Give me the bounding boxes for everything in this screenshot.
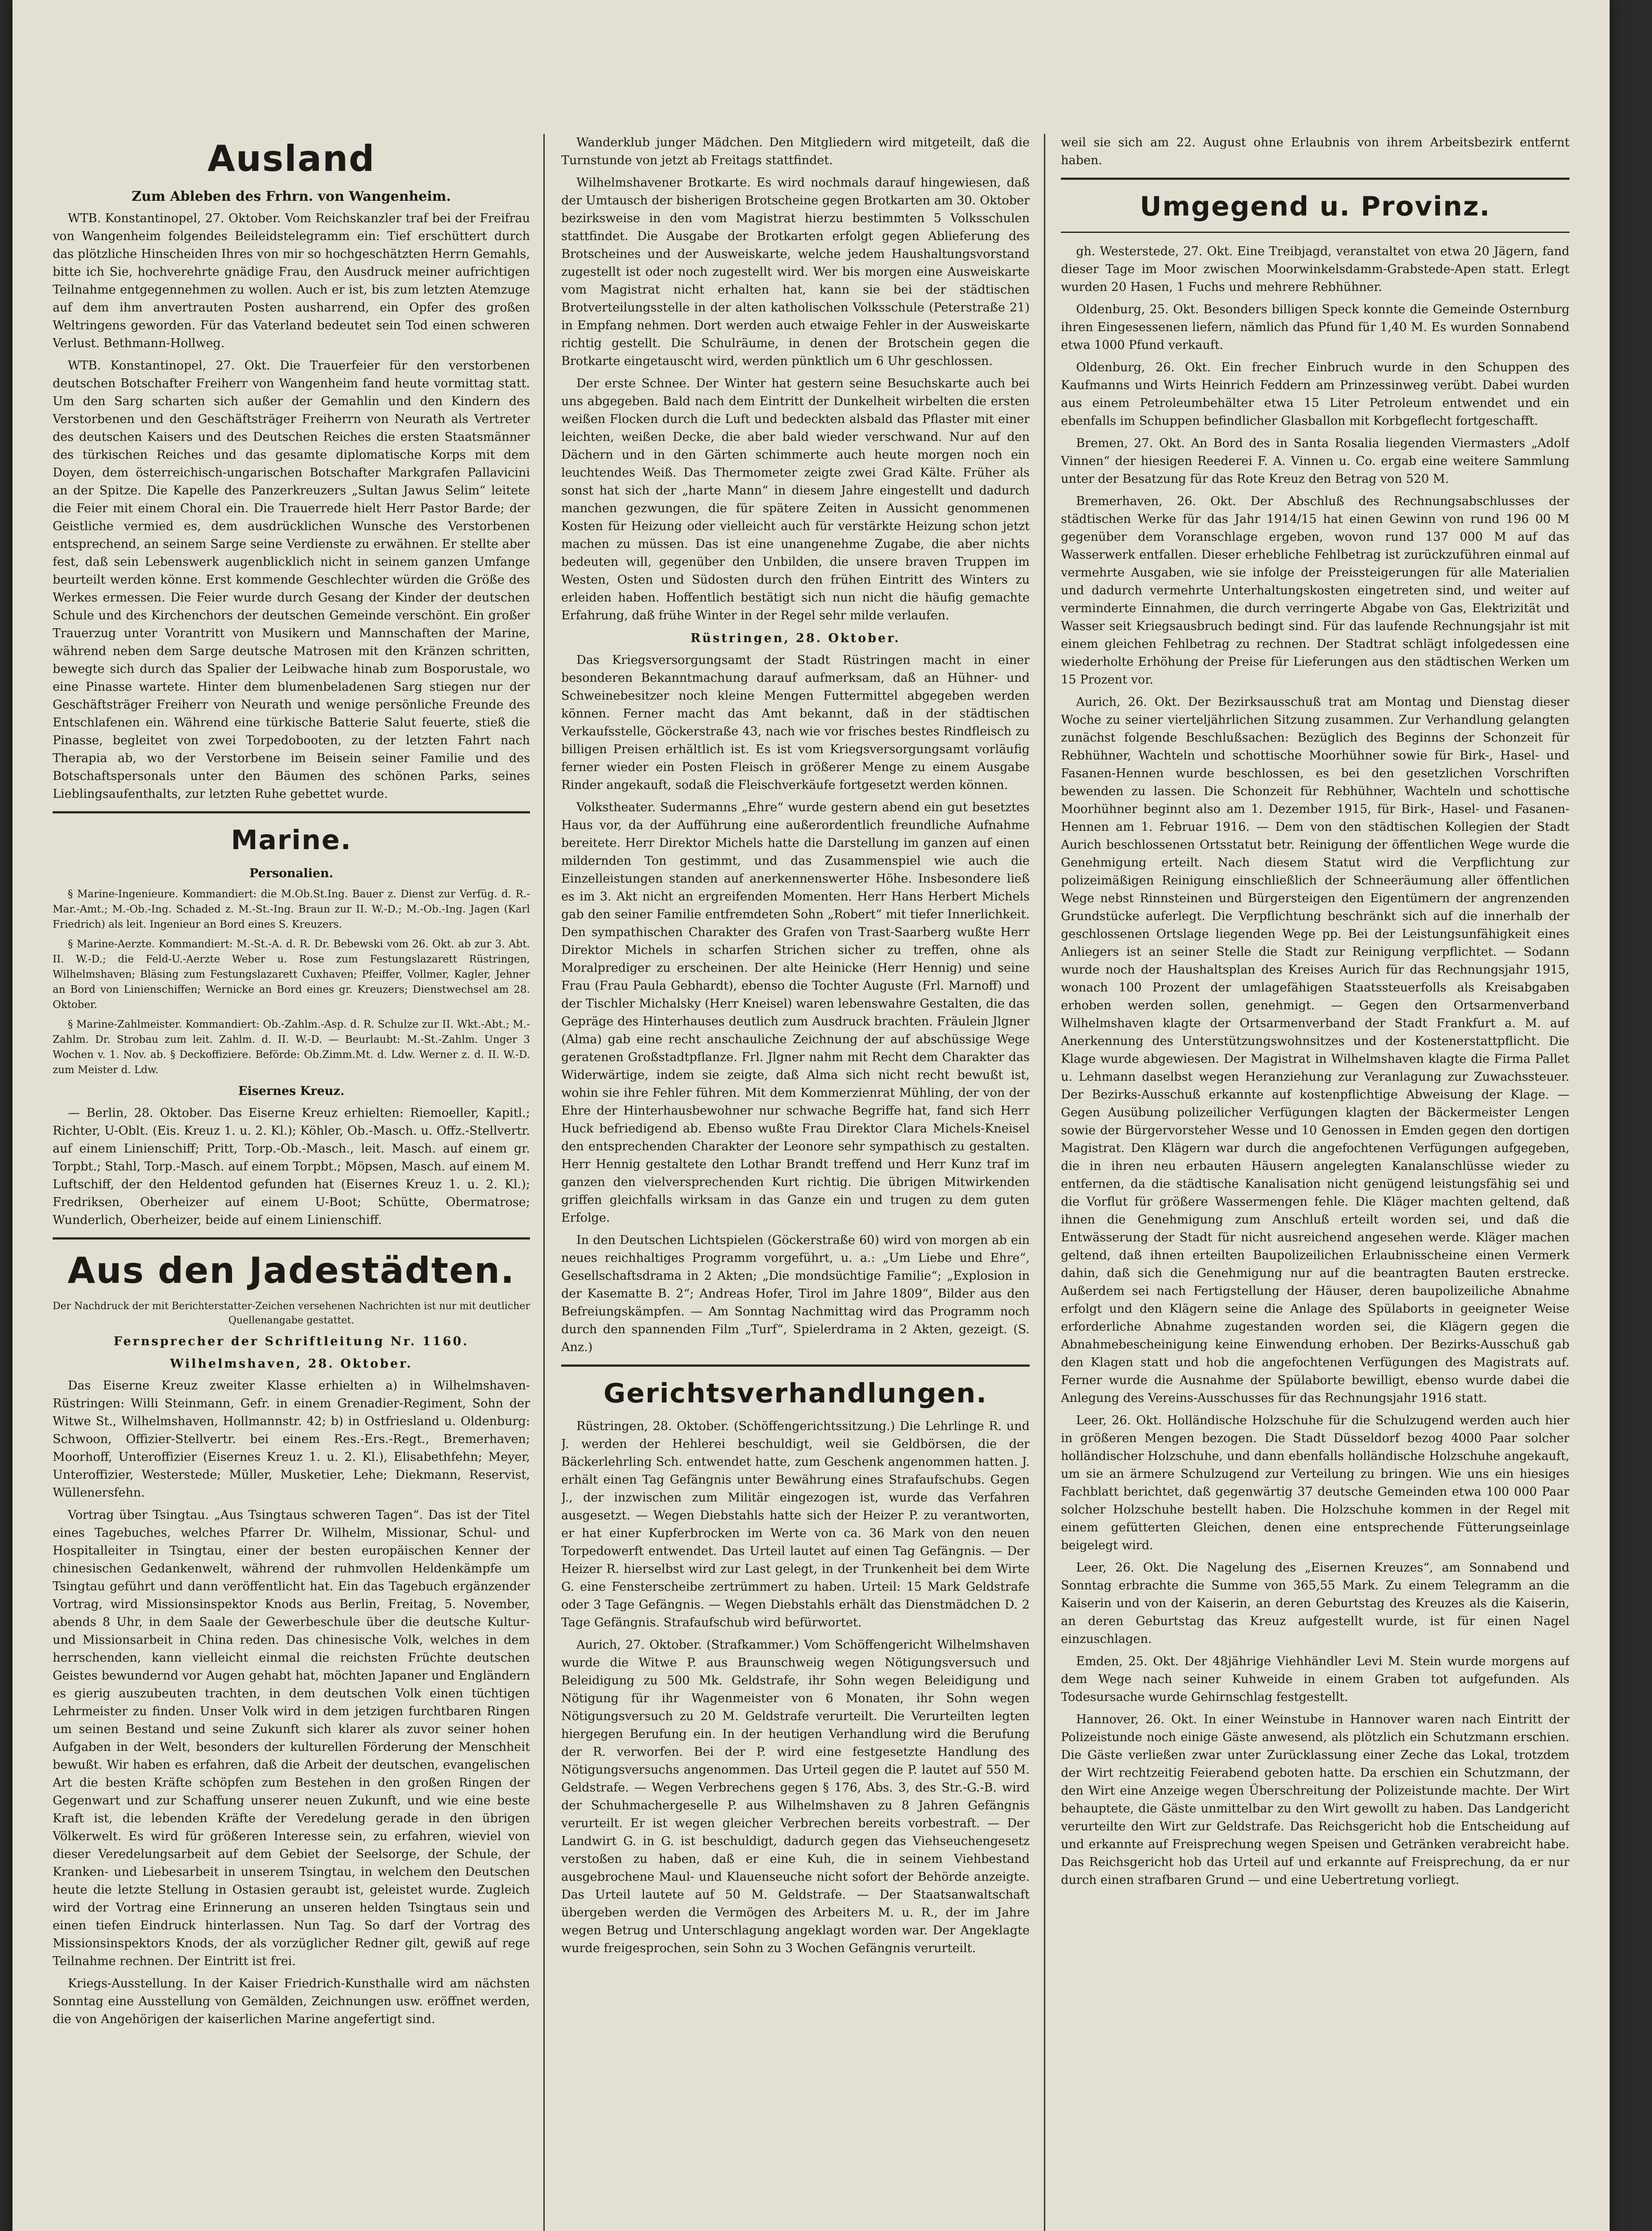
column-3 xyxy=(1061,134,1569,2231)
dateline: Rüstringen, 28. Oktober. xyxy=(690,631,901,645)
section-title-ausland: Ausland xyxy=(207,138,376,179)
article-paragraph: Das Eiserne Kreuz zweiter Klasse erhielten a) in Wilhelmshaven-Rüstringen: Willi Steinmann, Gefr. in einem Grenadier-Regiment, Sohn der Witwe St., Wilhelmshaven, Hollmannstr. 42; b) in Ostfriesland u. Oldenburg: Schwoon, Offizier-Stellvertr. bei einem Res.-Ers.-Regt., Bremerhaven; Moorhoff, Unteroffizier (Eisernes Kreuz 1. u. 2. Kl.), Elisabethfehn; Meyer, Unteroffizier, Westerstede; Müller, Musketier, Lehe; Diekmann, Reservist, Wüllenersfehn. xyxy=(53,1379,530,1500)
article-paragraph: weil sie sich am 22. August ohne Erlaubnis von ihrem Arbeitsbezirk entfernt haben. xyxy=(1061,136,1569,167)
article-paragraph: Kriegs-Ausstellung. In der Kaiser Friedrich-Kunsthalle wird am nächsten Sonntag eine Ausstellung von Gemälden, Zeichnungen usw. eröffnet werden, die von Angehörigen der kaiserlichen Marine angefertigt sind. xyxy=(53,1977,530,2026)
article-paragraph: Bremen, 27. Okt. An Bord des in Santa Rosalia liegenden Viermasters „Adolf Vinnen“ der hiesigen Reederei F. A. Vinnen u. Co. ergab eine weitere Sammlung unter der Besatzung für das Rote Kreuz den Betrag von 520 M. xyxy=(1061,436,1569,486)
article-paragraph: Emden, 25. Okt. Der 48jährige Viehhändler Levi M. Stein wurde morgens auf dem Wege nach seiner Kuhweide in einem Graben tot aufgefunden. Als Todesursache wurde Gehirnschlag festgestellt. xyxy=(1061,1655,1569,1704)
article-paragraph: § Marine-Ingenieure. Kommandiert: die M.Ob.St.Ing. Bauer z. Dienst zur Verfüg. d. R.-Mar.-Amt.; M.-Ob.-Ing. Schaded z. M.-St.-Ing. Braun zur II. W.-D.; M.-Ob.-Ing. Jagen (Karl Friedrich) als leit. Ingenieur an Bord eines S. Kreuzers. xyxy=(53,888,530,930)
column-rule xyxy=(543,134,545,2231)
section-title-umgegend: Umgegend u. Provinz. xyxy=(1139,191,1491,222)
article-paragraph: Bremerhaven, 26. Okt. Der Abschluß des Rechnungsabschlusses der städtischen Werke für das Jahr 1914/15 hat einen Gewinn von rund 196 00 M gegenüber dem Voranschlage ergeben, wovon rund 137 000 M auf das Wasserwerk entfallen. Dieser erhebliche Fehlbetrag ist zurückzuführen einmal auf vermehrte Ausgaben, wie sie infolge der Preissteigerungen für alle Materialien und dadurch vermehrte Unterhaltungskosten eingetreten sind, und weiter auf verminderte Einnahmen, die durch verringerte Abgabe von Gas, Elektrizität und Wasser seit Kriegsausbruch bedingt sind. Für das laufende Rechnungsjahr ist mit einem gleichen Fehlbetrag zu rechnen. Der Stadtrat schlägt infolgedessen eine wiederholte Erhöhung der Preise für Lieferungen aus den städtischen Werken um 15 Prozent vor. xyxy=(1061,494,1569,687)
reprint-notice: Der Nachdruck der mit Berichterstatter-Zeichen versehenen Nachrichten ist nur mit deutlicher Quellenangabe gestattet. xyxy=(53,1301,530,1326)
article-paragraph: WTB. Konstantinopel, 27. Oktober. Vom Reichskanzler traf bei der Freifrau von Wangenheim folgendes Beileidstelegramm ein: Tief erschüttert durch das plötzliche Hinscheiden Ihres von mir so hochgeschätzten Herrn Gemahls, bitte ich Sie, hochverehrte gnädige Frau, den Ausdruck meiner aufrichtigen Teilnahme entgegennehmen zu wollen. Auch er ist, bis zum letzten Atemzuge auf dem ihm anvertrauten Posten ausharrend, ein Opfer des großen Weltringens geworden. Für das Vaterland bedeutet sein Tod einen schweren Verlust. Bethmann-Hollweg. xyxy=(53,211,530,350)
section-divider xyxy=(53,1237,530,1240)
article-paragraph: Das Kriegsversorgungsamt der Stadt Rüstringen macht in einer besonderen Bekanntmachung darauf aufmerksam, daß an Hühner- und Schweinebesitzer noch kleine Mengen Futtermittel abgegeben werden können. Ferner macht das Amt bekannt, daß in der städtischen Verkaufsstelle, Göckerstraße 43, nach wie vor frisches bestes Rindfleisch zu billigen Preisen erhältlich ist. Es ist vom Kriegsversorgungsamt vorläufig ferner wieder ein Posten Fleisch in größerer Menge zu einem Ausgabe Rinder angekauft, sodaß die Fleischverkäufe fortgesetzt werden können. xyxy=(561,653,1030,792)
article-paragraph: Volkstheater. Sudermanns „Ehre“ wurde gestern abend ein gut besetztes Haus vor, da der Aufführung eine außerordentlich freundliche Aufnahme bereitete. Herr Direktor Michels hatte die Darstellung im ganzen auf einen mildernden Ton gestimmt, und das Zusammenspiel wie auch die Einzelleistungen standen auf anerkennenswerter Höhe. Insbesondere ließ es im 3. Akt nicht an ergreifenden Momenten. Herr Hans Herbert Michels gab den seiner Familie entfremdeten Sohn „Robert“ mit tiefer Innerlichkeit. Den sympathischen Charakter des Grafen von Trast-Saarberg wußte Herr Direktor Michels in scharfen Strichen sicher zu treffen, ohne als Moralprediger zu erscheinen. Der alte Heinicke (Herr Hennig) und seine Frau (Frau Paula Gebhardt), ebenso die Tochter Auguste (Frl. Marnoff) und der Tischler Michalsky (Herr Kneisel) waren lebenswahre Gestalten, die das Gepräge des Hinterhauses deutlich zum Ausdruck brachten. Fräulein Jlgner (Alma) gab eine recht anschauliche Zeichnung der auf abschüssige Wege geratenen Großstadtpflanze. Frl. Jlgner nahm mit Recht dem Charakter das Widerwärtige, indem sie zeigte, daß Alma sich nicht recht bewußt ist, wohin sie ihre Fehler führen. Mit dem Kommerzienrat Mühling, der von der Ehre der Hinterhausbewohner nur schwache Begriffe hat, fand sich Herr Huck befriedigend ab. Ebenso wußte Frau Direktor Clara Michels-Kneisel den entsprechenden Charakter der Leonore sehr sympathisch zu gestalten. Herr Hennig gestaltete den Lothar Brandt treffend und Herr Kunz traf im ganzen den vielversprechenden Kurt richtig. Die übrigen Mitwirkenden griffen gleichfalls wirksam in das Ganze ein und trugen zu dem guten Erfolge. xyxy=(561,800,1030,1225)
article-paragraph: Wilhelmshavener Brotkarte. Es wird nochmals darauf hingewiesen, daß der Umtausch der bisherigen Brotscheine gegen Brotkarten am 30. Oktober bezirksweise in den vom Magistrat hierzu bestimmten 5 Volksschulen stattfindet. Die Ausgabe der Brotkarten erfolgt gegen Ablieferung des Brotscheines und der Ausweiskarte, welche jedem Haushaltungsvorstand zugestellt ist oder noch zugestellt wird. Wer bis morgen eine Ausweiskarte vom Magistrat nicht erhalten hat, kann sie bei der städtischen Brotverteilungsstelle in der alten katholischen Volksschule (Peterstraße 21) in Empfang nehmen. Dort werden auch etwaige Fehler in der Ausweiskarte richtig gestellt. Die Schulräume, in denen der Brotschein gegen die Brotkarte eingetauscht wird, werden pünktlich um 6 Uhr geschlossen. xyxy=(561,176,1030,368)
article-paragraph: Leer, 26. Okt. Holländische Holzschuhe für die Schulzugend werden auch hier in größeren Mengen bezogen. Die Stadt Düsseldorf bezog 4000 Paar solcher holländischer Holzschuhe, und dann ebenfalls holländische Holzschuhe angekauft, um sie an ärmere Schulzugend zur Verteilung zu bringen. Wie uns ein hiesiges Fachblatt berichtet, daß gegenwärtig 37 deutsche Gemeinden etwa 100 000 Paar solcher Holzschuhe bestellt haben. Die Holzschuhe kommen in der Regel mit einem gefütterten Gleichen, denen eine entsprechende Fütterungseinlage beigelegt wird. xyxy=(1061,1414,1569,1552)
article-paragraph: Aurich, 26. Okt. Der Bezirksausschuß trat am Montag und Dienstag dieser Woche zu seiner vierteljährlichen Sitzung zusammen. Zur Verhandlung gelangten zunächst folgende Beschlußsachen: Bezüglich des Beginns der Schonzeit für Rebhühner, Wachteln und schottische Moorhühner sowie für Birk-, Hasel- und Fasanen-Hennen wurde beschlossen, es bei den gesetzlichen Vorschriften bewenden zu lassen. Die Schonzeit für Rebhühner, Wachteln und schottische Moorhühner beginnt also am 1. Dezember 1915, für Birk-, Hasel- und Fasanen-Hennen am 1. Februar 1916. — Dem von den städtischen Kollegien der Stadt Aurich beschlossenen Ortsstatut betr. Reinigung der öffentlichen Wege wurde die Genehmigung erteilt. Nach diesem Statut wird die Verpflichtung zur polizeimäßigen Reinigung einschließlich der Schneeräumung aller öffentlichen Wege nebst Rinnsteinen und Bürgersteigen den Eigentümern der angrenzenden Grundstücke auferlegt. Die Verpflichtung beschränkt sich auf die innerhalb der geschlossenen Ortslage liegenden Wege pp. Bei der Leistungsunfähigkeit eines Anliegers ist an seiner Stelle die Stadt zur Reinigung verpflichtet. — Sodann wurde noch der Haushaltsplan des Kreises Aurich für das Rechnungsjahr 1915, wonach 100 Prozent der umlagefähigen Staatssteuerfolls als Kreisabgaben erhoben werden sollen, genehmigt. — Gegen den Ortsarmenverband Wilhelmshaven klagte der Ortsarmenverband der Stadt Frankfurt a. M. auf Anerkennung des Unterstützungswohnsitzes und der Kostenerstattpflicht. Die Klage wurde abgewiesen. Der Magistrat in Wilhelmshaven klagte die Firma Pallet u. Lehmann daselbst wegen Heranziehung zur Veranlagung zur Zuwachssteuer. Der Bezirks-Ausschuß erkannte auf kostenpflichtige Abweisung der Klage. — Gegen Ausübung polizeilicher Verfügungen klagten der Bäckermeister Lengen sowie der Bürgervorsteher Wesse und 10 Genossen in Emden gegen den dortigen Magistrat. Den Klägern war durch die angefochtenen Verfügungen aufgegeben, die in ihren neu erbauten Häusern angelegten Kanalanschlüsse wieder zu entfernen, da die städtische Kanalisation nicht genügend leistungsfähig sei und die Vorflut für größere Wassermengen fehle. Die Kläger machten geltend, daß ihnen die Genehmigung zum Anschluß erteilt worden sei, und daß die Entwässerung der Stadt für nicht ausreichend angesehen werde. Kläger machen geltend, daß ihnen erteilten Baupolizeilichen Erlaubnisscheine einen Vermerk dahin, daß sich die Genehmigung nur auf die beantragten Bauten erstrecke. Außerdem sei nach Fertigstellung der Häuser, deren baupolizeiliche Abnahme erfolgt und den Klägern seine die Anlage des Spülaborts in geeigneter Weise erforderliche Abnahme zugestanden worden sei, die Klägern gegen die Abnahmebescheinigung keine Einwendung erhoben. Der Bezirks-Ausschuß gab den Klagen statt und hob die angefochtenen Verfügungen des Magistrats auf. Ferner wurde die Ausnahme der Spülaborte bewilligt, ebenso wurde dabei die Anlegung des Vereins-Ausschusses für das Rechnungsjahr 1916 statt. xyxy=(1061,695,1569,1405)
article-paragraph: Oldenburg, 26. Okt. Ein frecher Einbruch wurde in den Schuppen des Kaufmanns und Wirts Heinrich Feddern am Prinzessinweg verübt. Dabei wurden aus einem Petroleumbehälter etwa 15 Liter Petroleum entwendet und ein ebenfalls im Schuppen befindlicher Glasballon mit Korbgeflecht fortgeschafft. xyxy=(1061,361,1569,428)
article-paragraph: WTB. Konstantinopel, 27. Okt. Die Trauerfeier für den verstorbenen deutschen Botschafter Freiherr von Wangenheim fand heute vormittag statt. Um den Sarg scharten sich außer der Gemahlin und den Kindern des Verstorbenen und den Geschäftsträger Freiherrn von Neurath als Vertreter des deutschen Kaisers und des Deutschen Reiches die ersten Staatsmänner des türkischen Reiches und das gesamte diplomatische Korps mit dem Doyen, dem österreichisch-ungarischen Botschafter Markgrafen Pallavicini an der Spitze. Die Kapelle des Panzerkreuzers „Sultan Jawus Selim“ leitete die Feier mit einem Choral ein. Die Trauerrede hielt Herr Pastor Barde; der Geistliche vermied es, dem ausdrücklichen Wunsche des Verstorbenen entsprechend, an seinem Sarge seine Verdienste zu erwähnen. Er stellte aber fest, daß sein Lebenswerk augenblicklich nicht in seinem ganzen Umfange beurteilt werden könne. Erst kommende Geschlechter würden die Größe des Werkes ermessen. Die Feier wurde durch Gesang der Kinder der deutschen Schule und des Kirchenchors der deutschen Gemeinde verschönt. Ein großer Trauerzug unter Vorantritt von Musikern und Mannschaften der Marine, während neben dem Sarge deutsche Matrosen mit den Kränzen schritten, bewegte sich durch das Spalier der Leibwache hinab zum Bosporustale, wo eine Pinasse wartete. Hinter dem blumenbeladenen Sarg stiegen nur der Geschäftsträger Freiherr von Neurath und wenige persönliche Freunde des Entschlafenen ein. Während eine türkische Batterie Salut feuerte, stieß die Pinasse, begleitet von zwei Torpedobooten, zu der letzten Fahrt nach Therapia ab, wo der Verstorbene im Beisein seiner Familie und des Botschaftspersonals unter den Bäumen des schönen Parks, seines Lieblingsaufenthalts, zur letzten Ruhe gebettet wurde. xyxy=(53,359,530,801)
article-paragraph: Hannover, 26. Okt. In einer Weinstube in Hannover waren nach Eintritt der Polizeistunde noch einige Gäste anwesend, als plötzlich ein Schutzmann erschien. Die Gäste verließen zwar unter Zurücklassung einer Zeche das Lokal, trotzdem der Wirt rechtzeitig Feierabend geboten hatte. Da erschien ein Schutzmann, der den Wirt eine Anzeige wegen Überschreitung der Polizeistunde machte. Der Wirt behauptete, die Gäste unmittelbar zu den Wirt gewollt zu haben. Das Landgericht verurteilte den Wirt zur Geldstrafe. Das Reichsgericht hob die Entscheidung auf und erkannte auf Freisprechung wegen Speisen und Getränken verabreicht habe. Das Reichsgericht hob das Urteil auf und erkannte auf Freisprechung, da er nur durch einen strafbaren Grund — und eine Uebertretung vorliegt. xyxy=(1061,1713,1569,1887)
section-title-gericht: Gerichtsverhandlungen. xyxy=(603,1378,988,1409)
section-divider xyxy=(1061,232,1569,233)
section-title-jadestaedte: Aus den Jadestädten. xyxy=(67,1250,515,1291)
article-paragraph: Der erste Schnee. Der Winter hat gestern seine Besuchskarte auch bei uns abgegeben. Bald nach dem Eintritt der Dunkelheit wirbelten die ersten weißen Flocken durch die Luft und bedeckten alsbald das Pflaster mit einer leichten, weißen Decke, die aber bald wieder verschwand. Nur auf den Dächern und in den Gärten schimmerte auch heute morgen noch ein leuchtendes Weiß. Das Thermometer zeigte zwei Grad Kälte. Früher als sonst hat sich der „harte Mann“ in diesem Jahre eingestellt und dadurch manchen gezwungen, die für spätere Zeiten in Aussicht genommenen Kosten für Heizung oder vielleicht auch für verstärkte Heizung schon jetzt machen zu müssen. Das ist eine unangenehme Zugabe, die aber nichts bedeuten will, gegenüber den Unbilden, die unsere braven Truppen im Westen, Osten und Südosten durch den frühen Eintritt des Winters zu erleiden haben. Hoffentlich bestätigt sich nun nicht die häufig gemachte Erfahrung, daß frühe Winter in der Regel sehr milde verlaufen. xyxy=(561,377,1030,622)
newspaper-sheet xyxy=(12,0,1610,2231)
column-rule xyxy=(1044,134,1045,2231)
article-paragraph: Aurich, 27. Oktober. (Strafkammer.) Vom Schöffengericht Wilhelmshaven wurde die Witwe P. aus Braunschweig wegen Nötigungsversuch und Beleidigung zu 500 Mk. Geldstrafe, ihr Sohn wegen Beleidigung und Nötigung für ihr Wagenmeister von 6 Monaten, ihr Sohn wegen Nötigungsversuch zu 20 M. Geldstrafe verurteilt. Die Verurteilten legten hiergegen Berufung ein. In der heutigen Verhandlung wird die Berufung der R. verworfen. Bei der P. wird eine festgesetzte Handlung des Nötigungsversuchs angenommen. Das Urteil gegen die P. lautet auf 550 M. Geldstrafe. — Wegen Verbrechens gegen § 176, Abs. 3, des Str.-G.-B. wird der Schuhmachergeselle P. aus Wilhelmshaven zu 8 Jahren Gefängnis verurteilt. Er ist wegen gleicher Verbrechen bereits vorbestraft. — Der Landwirt G. in G. ist beschuldigt, dadurch gegen das Viehseuchengesetz verstoßen zu haben, daß er eine Kuh, die in seinem Viehbestand ausgebrochene Maul- und Klauenseuche nicht sofort der Behörde anzeigte. Das Urteil lautete auf 50 M. Geldstrafe. — Der Staatsanwaltschaft übergeben werden die Vermögen des Arbeiters M. u. R., der im Jahre wegen Betrug und Unterschlagung angeklagt worden war. Der Angeklagte wurde freigesprochen, sein Sohn zu 3 Wochen Gefängnis verurteilt. xyxy=(561,1638,1030,1955)
column-1 xyxy=(53,134,530,2231)
article-paragraph: § Marine-Aerzte. Kommandiert: M.-St.-A. d. R. Dr. Bebewski vom 26. Okt. ab zur 3. Abt. II. W.-D.; die Feld-U.-Aerzte Weber u. Rose zum Festungslazarett Rüstringen, Wilhelmshaven; Bläsing zum Festungslazarett Cuxhaven; Pfeiffer, Vollmer, Kagler, Jehner an Bord von Linienschiffen; Wernicke an Bord eines gr. Kreuzers; Dienstwechsel am 28. Oktober. xyxy=(53,938,530,1011)
article-subhead: Eisernes Kreuz. xyxy=(238,1084,345,1098)
article-paragraph: § Marine-Zahlmeister. Kommandiert: Ob.-Zahlm.-Asp. d. R. Schulze zur II. Wkt.-Abt.; M.-Zahlm. Dr. Strobau zum leit. Zahlm. d. II. W.-D. — Beurlaubt: M.-St.-Zahlm. Unger 3 Wochen v. 1. Nov. ab. § Deckoffiziere. Beförde: Ob.Zimm.Mt. d. Ldw. Werner z. d. II. W.-D. zum Meister d. Ldw. xyxy=(53,1019,530,1076)
article-subhead: Personalien. xyxy=(249,867,334,880)
article-paragraph: — Berlin, 28. Oktober. Das Eiserne Kreuz erhielten: Riemoeller, Kapitl.; Richter, U-Oblt. (Eis. Kreuz 1. u. 2. Kl.); Köhler, Ob.-Masch. u. Offz.-Stellvertr. auf einem Linienschiff; Pritt, Torp.-Ob.-Masch., leit. Masch. auf einem gr. Torpbt.; Stahl, Torp.-Masch. auf einem Torpbt.; Möpsen, Masch. auf einem M. Luftschiff, der den Heldentod gefunden hat (Eisernes Kreuz 1. u. 2. Kl.); Fredriksen, Oberheizer auf einem U-Boot; Schütte, Obermatrose; Wunderlich, Oberheizer, beide auf einem Linienschiff. xyxy=(53,1106,530,1227)
section-divider xyxy=(1061,178,1569,180)
article-paragraph: Rüstringen, 28. Oktober. (Schöffengerichtssitzung.) Die Lehrlinge R. und J. werden der Hehlerei beschuldigt, weil sie Geldbörsen, die der Bäckerlehrling Sch. entwendet hatte, zum Geschenk angenommen hatten. J. erhält einen Tag Gefängnis unter Bewährung eines Strafaufschubs. Gegen J., der inzwischen zum Militär eingezogen ist, wurde das Verfahren ausgesetzt. — Wegen Diebstahls hatte sich der Heizer P. zu verantworten, er hat einer Kupferbrocken im Werte von ca. 36 Mark von den neuen Torpedowerft entwendet. Das Urteil lautet auf einen Tag Gefängnis. — Der Heizer R. hierselbst wird zur Last gelegt, in der Trunkenheit bei dem Wirte G. eine Fensterscheibe zertrümmert zu haben. Urteil: 15 Mark Geldstrafe oder 3 Tage Gefängnis. — Wegen Diebstahls erhält das Dienstmädchen D. 2 Tage Gefängnis. Strafaufschub wird befürwortet. xyxy=(561,1419,1030,1630)
article-paragraph: Leer, 26. Okt. Die Nagelung des „Eisernen Kreuzes“, am Sonnabend und Sonntag erbrachte die Summe von 365,55 Mark. Zu einem Telegramm an die Kaiserin und von der Kaiserin, an deren Geburtstag des Kreuzes als die Kaiserin, an deren Geburtstag das Kreuz aufgestellt wurde, ist für einen Nagel einzuschlagen. xyxy=(1061,1561,1569,1646)
section-title-marine: Marine. xyxy=(231,825,352,856)
section-divider xyxy=(53,811,530,813)
article-subhead: Zum Ableben des Frhrn. von Wangenheim. xyxy=(132,189,451,204)
phone-line: Fernsprecher der Schriftleitung Nr. 1160. xyxy=(113,1335,469,1348)
article-paragraph: gh. Westerstede, 27. Okt. Eine Treibjagd, veranstaltet von etwa 20 Jägern, fand dieser Tage im Moor zwischen Moorwinkelsdamm-Grabstede-Apen statt. Erlegt wurden 20 Hasen, 1 Fuchs und mehrere Rebhühner. xyxy=(1061,245,1569,294)
article-paragraph: Oldenburg, 25. Okt. Besonders billigen Speck konnte die Gemeinde Osternburg ihren Eingesessenen liefern, nämlich das Pfund für 1,40 M. Es wurden Sonnabend etwa 1000 Pfund verkauft. xyxy=(1061,303,1569,352)
dateline: Wilhelmshaven, 28. Oktober. xyxy=(170,1357,413,1371)
newspaper-page xyxy=(53,134,1569,2231)
section-divider xyxy=(561,1364,1030,1367)
article-paragraph: In den Deutschen Lichtspielen (Göckerstraße 60) wird von morgen ab ein neues reichhaltiges Programm vorgeführt, u. a.: „Um Liebe und Ehre“, Gesellschaftsdrama in 2 Akten; „Die mondsüchtige Familie“; „Explosion in der Kasematte B. 2“; Andreas Hofer, Tirol im Jahre 1809“, Bilder aus den Befreiungskämpfen. — Am Sonntag Nachmittag wird das Programm noch durch den spannenden Film „Turf“, Spielerdrama in 2 Akten, gezeigt. (S. Anz.) xyxy=(561,1233,1030,1354)
article-paragraph: Wanderklub junger Mädchen. Den Mitgliedern wird mitgeteilt, daß die Turnstunde von jetzt ab Freitags stattfindet. xyxy=(561,136,1030,167)
article-paragraph: Vortrag über Tsingtau. „Aus Tsingtaus schweren Tagen“. Das ist der Titel eines Tagebuches, welches Pfarrer Dr. Wilhelm, Missionar, Schul- und Hospitalleiter in Tsingtau, einer der besten europäischen Kenner der chinesischen Gedankenwelt, während der ruhmvollen Heldenkämpfe um Tsingtau geführt und dann veröffentlicht hat. Ein das Tagebuch ergänzender Vortrag, wird Missionsinspektor Knods aus Berlin, Freitag, 5. November, abends 8 Uhr, in dem Saale der Gewerbeschule über die deutsche Kultur- und Missionsarbeit in China reden. Das chinesische Volk, welches in dem herrschenden, kann vielleicht einmal die reichsten Früchte deutschen Geistes bewundernd vor Augen gehabt hat, möchten Japaner und Engländern es gierig auszubeuten trachten, in dem deutschen Volk einen tüchtigen Lehrmeister zu finden. Unser Volk wird in dem jetzigen furchtbaren Ringen um seinen Bestand und seine Zukunft sich klarer als zuvor seiner hohen Aufgaben in der Welt, besonders der kulturellen Förderung der Menschheit bewußt. Wir haben es erfahren, daß die Arbeit der deutschen, evangelischen Art die besten Kräfte schöpfen zum Bestehen in den großen Ringen der Gegenwart und zur Schaffung unserer neuen Zukunft, und wie eine beste Kraft ist, die lebenden Kräfte der Veredelung gerade in den übrigen Völkerwelt. Es wird für größeren Interesse sein, zu erfahren, wieviel von dieser Veredelungsarbeit auf dem Gebiet der Seelsorge, der Schule, der Kranken- und Liebesarbeit in unserem Tsingtau, in welchem den Deutschen heute die letzte Stellung in Ostasien geraubt ist, geleistet wurde. Zugleich wird der Vortrag eine Erinnerung an unseren helden Tsingtaus sein und einen tiefen Eindruck hinterlassen. Nun Tag. So darf der Vortrag des Missionsinspektors Knods, der als vorzüglicher Redner gilt, gewiß auf rege Teilnahme rechnen. Der Eintritt ist frei. xyxy=(53,1508,530,1968)
column-2 xyxy=(561,134,1030,2231)
